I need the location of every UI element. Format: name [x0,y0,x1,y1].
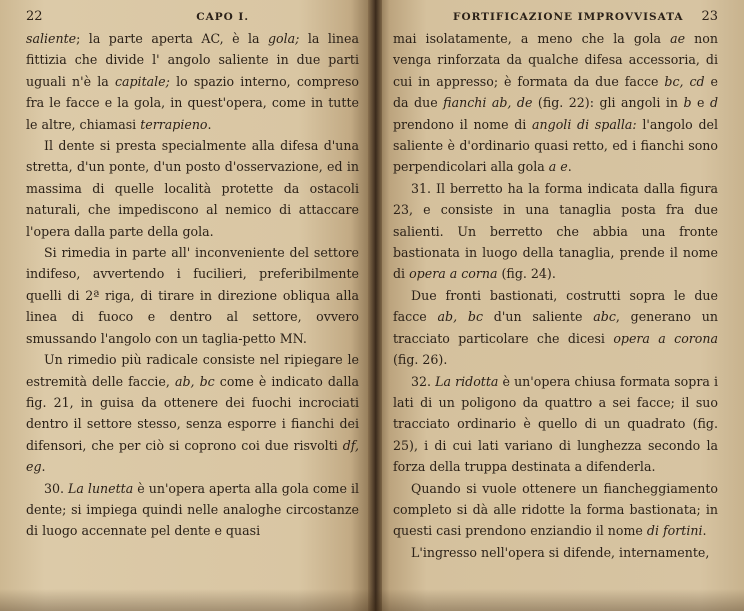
text-run: . [702,523,707,539]
right-page-text [393,28,718,563]
italic-run: b [683,95,692,111]
book-gutter [368,0,382,611]
page-number: 22 [26,9,43,24]
paragraph [26,478,359,542]
italic-run: ab, bc [174,373,215,389]
italic-run: ae [670,31,686,46]
text-run: , generano un tracciato particolare che dicesi [393,309,718,346]
paragraph [393,478,718,542]
text-run: lo spazio interno, compreso fra le facce e la gola, in quest'opera, come in tutte le altre, chiamasi [26,73,359,132]
text-run: prendono il nome di [393,116,533,132]
text-run: (fig. 26). [393,352,448,368]
italic-run: opera a corona [613,330,719,346]
text-run: . [207,116,212,132]
page-shadow [0,589,744,611]
italic-run: a e [548,159,568,175]
text-run: mai isolatamente, a meno che la gola [393,31,671,46]
italic-run: bc, cd [664,73,705,89]
left-page-text [26,28,359,542]
text-run: . [567,159,572,175]
italic-run: La lunetta [68,480,134,496]
text-run: 31. Il berretto ha la forma indicata dalla figura 23, e consiste in una tanaglia posta fra due salienti. Un berretto che abbia una fronte bastionata in luogo della tanaglia, prende il nome di [393,180,718,282]
paragraph [393,178,718,285]
italic-run: capitale; [114,73,170,89]
paragraph [26,242,359,349]
right-page [375,0,744,611]
text-run: (fig. 22): gli angoli in [532,95,684,111]
text-run: (fig. 24). [497,266,556,282]
text-run: e [691,95,710,111]
italic-run: angoli di spalla: [532,116,637,132]
italic-run: abc [593,309,616,325]
text-run: e da due [393,73,718,111]
text-run: non venga rinforzata da qualche difesa accessoria, di cui in appresso; è formata da due facce [393,31,718,89]
right-page-header [393,6,718,28]
italic-run: gola; [268,31,300,46]
italic-run: di fortini [646,523,703,539]
paragraph [393,542,718,563]
italic-run: ab, bc [437,309,484,325]
text-run: Il dente si presta specialmente alla difesa d'una stretta, d'un ponte, d'un posto d'osservazione, ed in massima di quelle località protette da ostacoli naturali, che impediscono al nemico di attaccare l'opera dalla parte della gola. [26,138,359,239]
text-run: 30. [44,480,69,496]
text-run: Un rimedio più radicale consiste nel ripiegare le estremità delle faccie, [26,352,359,389]
text-run: l'angolo del saliente è d'ordinario quasi retto, ed i fianchi sono perpendicolari alla gola [393,116,718,175]
italic-run: d [709,95,719,111]
text-run: Si rimedia in parte all' inconveniente del settore indifeso, avvertendo i fucilieri, preferibilmente quelli di 2ª riga, di tirare in direzione obliqua alla linea di fuoco e dentro al settore, ovvero smussando l'angolo con un taglia-petto MN. [26,245,359,346]
left-page-header [26,6,359,28]
text-run: . [41,459,46,475]
italic-run: fianchi ab, de [443,95,533,111]
running-head: FORTIFICAZIONE IMPROVVISATA [453,11,684,23]
text-run: 32. [411,373,436,389]
italic-run: df, eg [26,437,359,475]
paragraph [26,135,359,242]
text-run: Due fronti bastionati, costrutti sopra le due facce [393,287,718,325]
paragraph [393,285,718,371]
italic-run: opera a corna [409,266,498,282]
paragraph [26,28,359,135]
paragraph [393,28,718,178]
paragraph [26,349,359,477]
italic-run: terrapieno [140,116,208,132]
text-run: Quando si vuole ottenere un fiancheggiamento completo si dà alle ridotte la forma bastionata; in questi casi prendono enziandio il nome [393,480,718,539]
text-run: la linea fittizia che divide l' angolo saliente in due parti uguali n'è la [26,31,359,89]
text-run: è un'opera aperta alla gola come il dente; si impiega quindi nelle analoghe circostanze di luogo accennate pel dente e quasi [26,480,359,539]
text-run: ; la parte aperta AC, è la [76,31,268,46]
text-run: d'un saliente [483,309,594,325]
italic-run: La ridotta [435,373,499,389]
text-run: come è indicato dalla fig. 21, in guisa da ottenere dei fuochi incrociati dentro il settore stesso, senza esporre i fianchi dei difensori, che per ciò si coprono coi due risvolti [26,373,359,453]
running-head: CAPO I. [196,11,249,23]
paragraph [393,371,718,478]
text-run: L'ingresso nell'opera si difende, internamente, [411,544,710,560]
italic-run: saliente [26,31,77,46]
page-number: 23 [701,9,718,24]
text-run: è un'opera chiusa formata sopra i lati di un poligono da quattro a sei facce; il suo tracciato ordinario è quello di un quadrato (fig. 25), i di cui lati variano di lunghezza secondo la forza della truppa destinata a difenderla. [393,373,718,475]
